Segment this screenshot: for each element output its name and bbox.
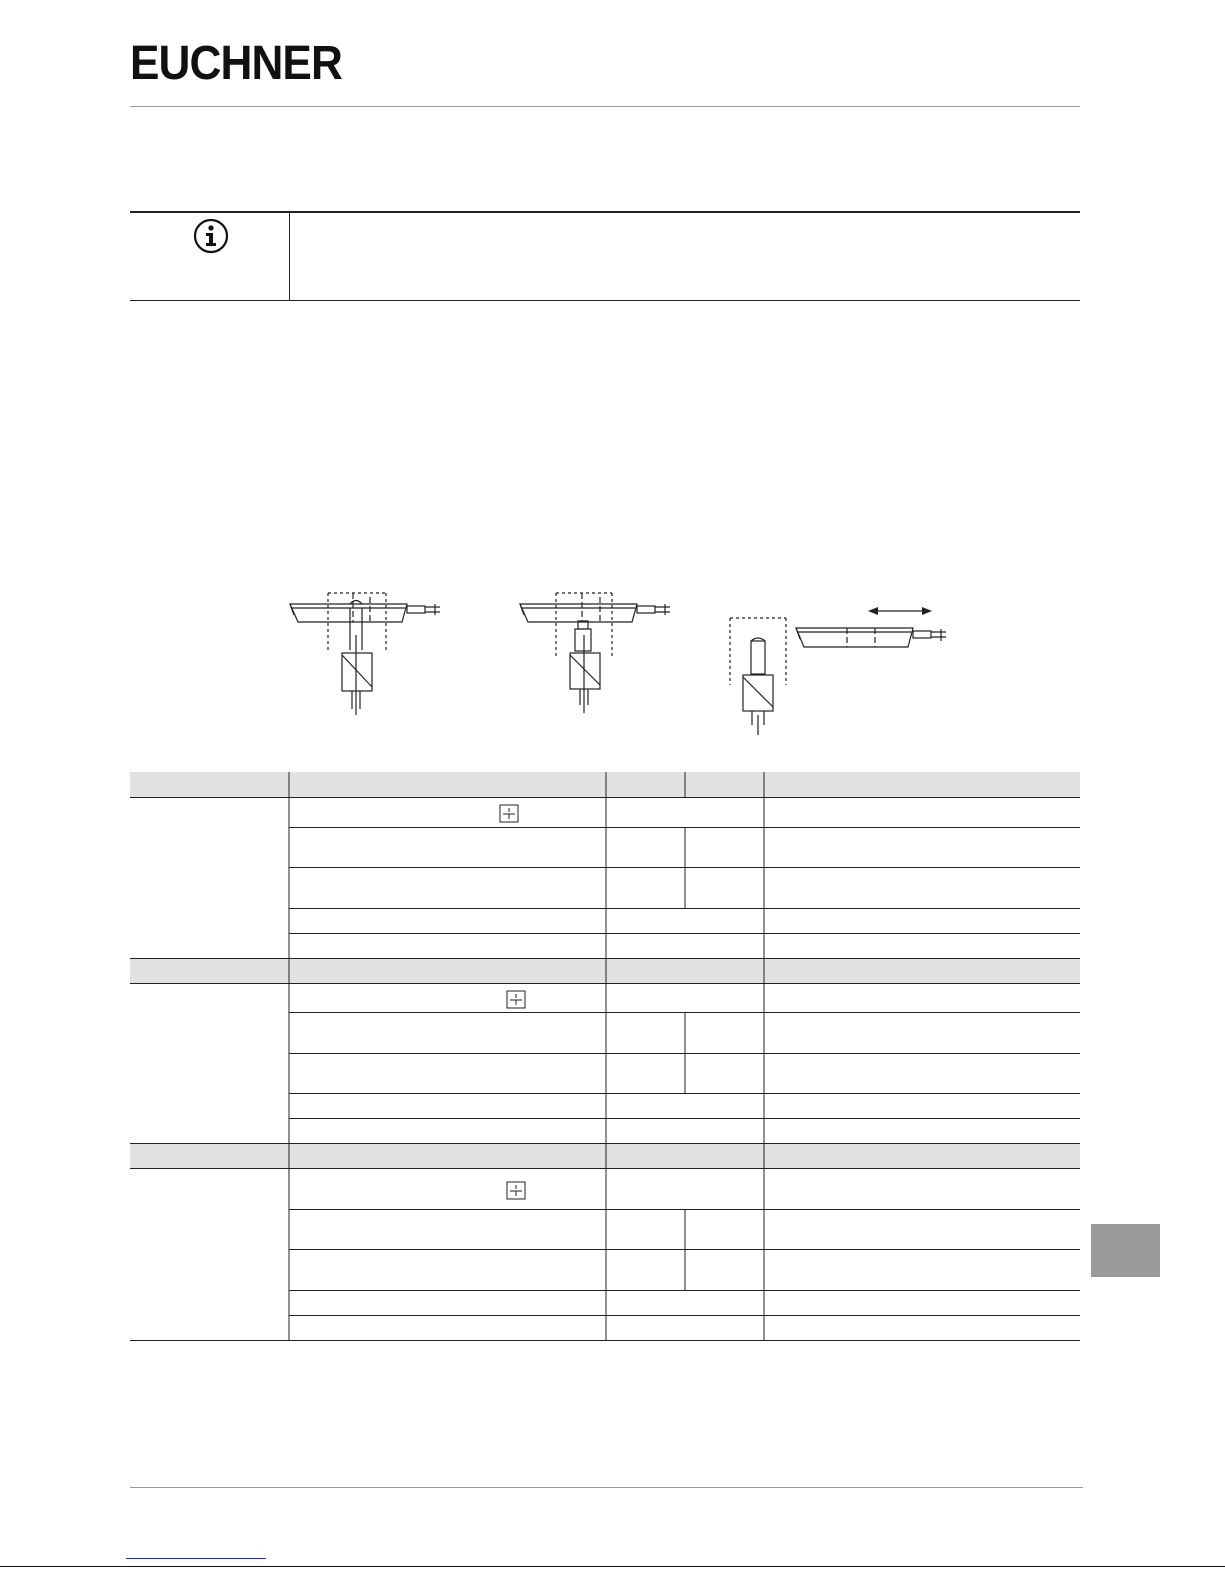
footer-link-underline[interactable] bbox=[126, 1558, 266, 1559]
chapter-side-tab bbox=[1091, 1224, 1160, 1277]
actuator-straight-icon bbox=[290, 593, 440, 715]
brand-logo: EUCHNER bbox=[130, 37, 342, 90]
actuator-offset-icon bbox=[520, 593, 670, 713]
note-bottom-rule bbox=[130, 300, 1080, 301]
actuator-figures bbox=[270, 575, 970, 745]
switching-data-table bbox=[130, 772, 1080, 1342]
footer-divider bbox=[130, 1487, 1083, 1488]
page-bottom-rule bbox=[0, 1566, 1225, 1567]
note-column-divider bbox=[289, 212, 290, 301]
note-top-rule bbox=[130, 211, 1080, 213]
switch-symbol-icon bbox=[507, 1182, 525, 1199]
switch-symbol-icon bbox=[500, 805, 518, 822]
actuator-sliding-icon bbox=[730, 611, 946, 735]
header-divider bbox=[130, 106, 1080, 107]
switch-symbol-icon bbox=[507, 991, 525, 1008]
info-icon bbox=[193, 218, 229, 254]
